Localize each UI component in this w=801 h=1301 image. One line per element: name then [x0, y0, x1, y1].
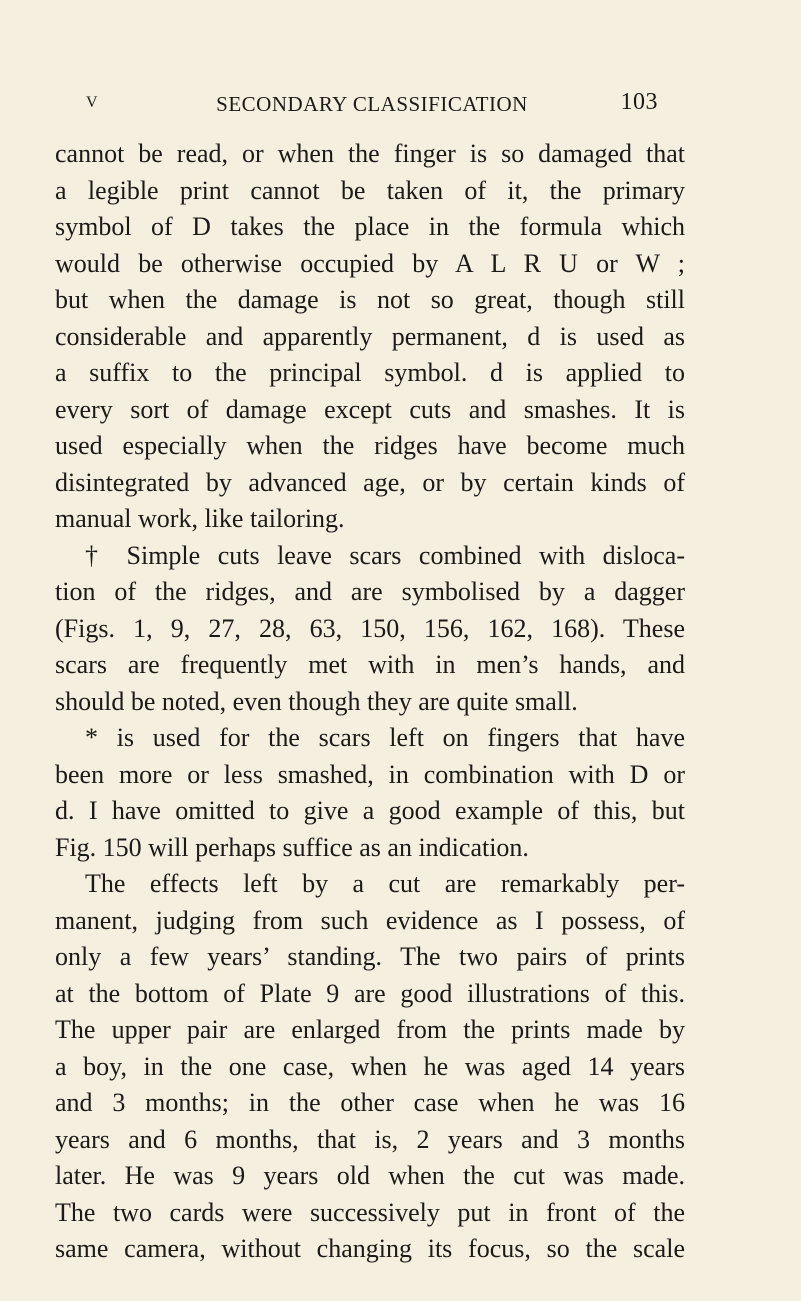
- text-line: manent, judging from such evidence as I possess, of: [55, 905, 685, 935]
- text-line: and 3 months; in the other case when he was 16: [55, 1088, 685, 1117]
- chapter-number: V: [86, 94, 99, 111]
- text-line: manual work, like tailoring.: [55, 504, 345, 533]
- text-line: only a few years’ standing. The two pairs of prints: [55, 942, 685, 971]
- text-line: every sort of damage except cuts and smashes. It is: [55, 394, 685, 424]
- text-line: symbol of D takes the place in the formula which: [55, 212, 685, 241]
- text-line: same camera, without changing its focus, so the scale: [55, 1234, 685, 1263]
- body-text: [55, 136, 685, 1268]
- text-line: The upper pair are enlarged from the prints made by: [55, 1015, 685, 1044]
- running-header: [86, 89, 658, 118]
- text-line: cannot be read, or when the finger is so damaged that: [55, 139, 685, 168]
- text-line: used especially when the ridges have become much: [55, 431, 685, 460]
- text-line: The two cards were successively put in front of the: [55, 1197, 685, 1227]
- text-line: considerable and apparently permanent, d is used as: [55, 321, 685, 351]
- text-line: (Figs. 1, 9, 27, 28, 63, 150, 156, 162, 168). These: [55, 613, 685, 643]
- text-line: later. He was 9 years old when the cut was made.: [55, 1161, 685, 1190]
- text-line: † Simple cuts leave scars combined with disloca-: [85, 540, 685, 570]
- text-line: would be otherwise occupied by A L R U or W ;: [55, 248, 685, 278]
- text-line: but when the damage is not so great, though still: [55, 285, 685, 314]
- text-line: d. I have omitted to give a good example of this, but: [55, 796, 685, 825]
- text-line: Fig. 150 will perhaps suffice as an indication.: [55, 832, 529, 862]
- text-line: at the bottom of Plate 9 are good illustrations of this.: [55, 978, 685, 1008]
- text-line: scars are frequently met with in men’s hands, and: [55, 650, 685, 679]
- text-line: a legible print cannot be taken of it, the primary: [55, 175, 685, 205]
- text-line: disintegrated by advanced age, or by certain kinds of: [55, 467, 685, 497]
- text-line: The effects left by a cut are remarkably per-: [85, 869, 685, 898]
- text-line: been more or less smashed, in combination with D or: [55, 759, 685, 789]
- page-number: 103: [620, 89, 658, 115]
- text-line: a boy, in the one case, when he was aged 14 years: [55, 1051, 685, 1081]
- text-line: should be noted, even though they are quite small.: [55, 686, 578, 716]
- text-line: * is used for the scars left on fingers that have: [85, 723, 685, 752]
- text-line: tion of the ridges, and are symbolised by a dagger: [55, 577, 685, 606]
- running-title: SECONDARY CLASSIFICATION: [216, 92, 528, 116]
- text-line: a suffix to the principal symbol. d is applied to: [55, 358, 685, 387]
- text-line: years and 6 months, that is, 2 years and 3 months: [55, 1124, 685, 1154]
